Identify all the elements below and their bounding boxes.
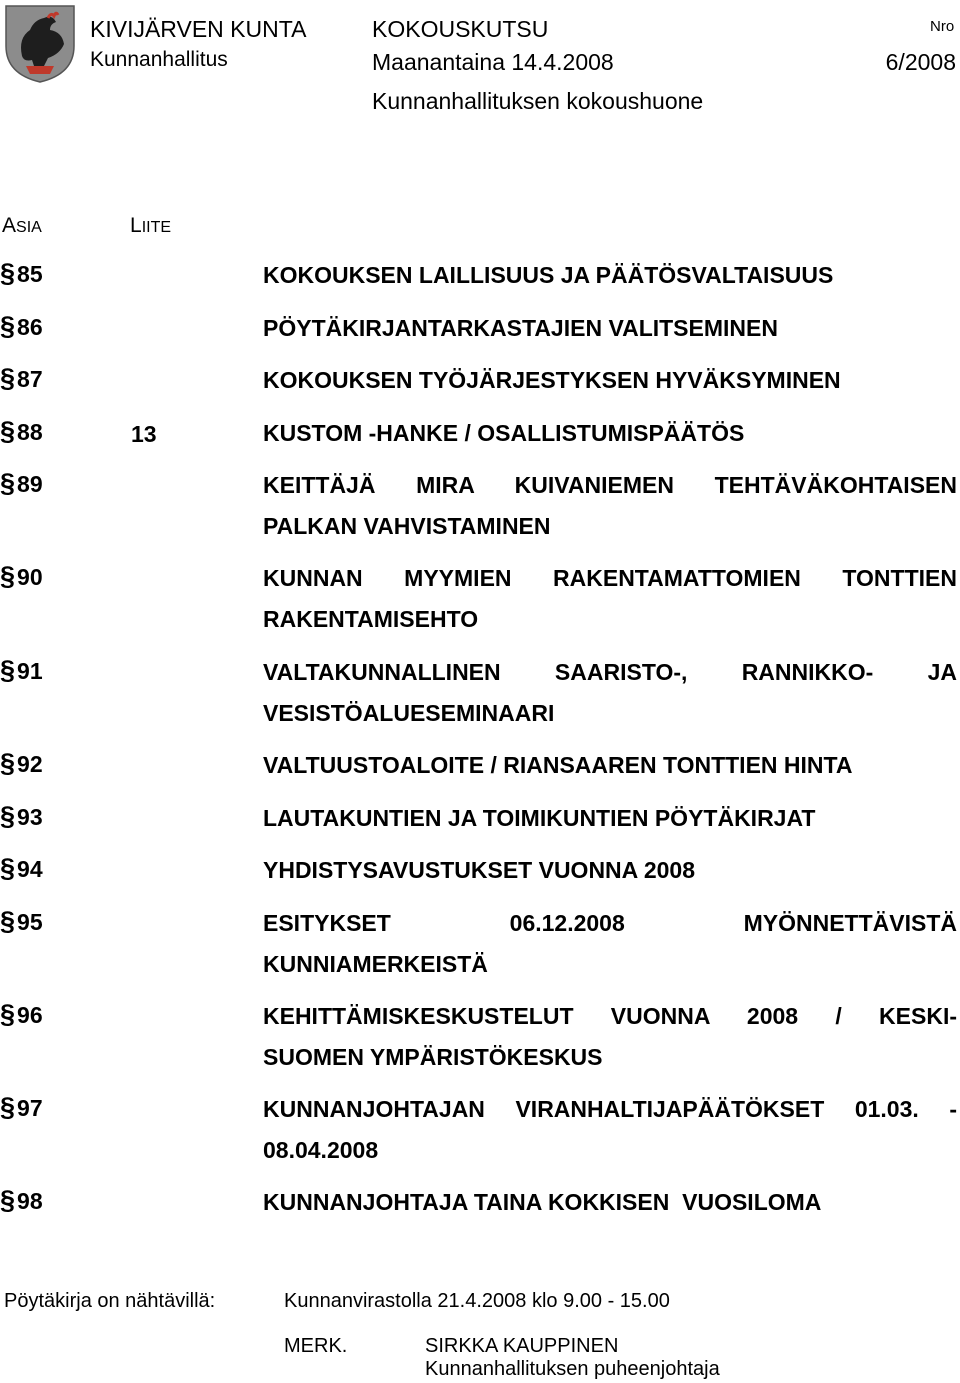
document-type: KOKOUSKUTSU xyxy=(372,16,549,42)
item-number: §90 xyxy=(0,561,43,591)
item-title: KUNNAN MYYMIEN RAKENTAMATTOMIEN TONTTIEN RAKENTAMISEHTO xyxy=(263,565,957,632)
item-number: §96 xyxy=(0,999,43,1029)
availability-location: Kunnanvirastolla 21.4.2008 klo 9.00 - 15.00 xyxy=(284,1290,670,1312)
signer-title: Kunnanhallituksen puheenjohtaja xyxy=(425,1358,720,1380)
item-number: §94 xyxy=(0,853,43,883)
number-label: Nro xyxy=(930,18,955,35)
meeting-number: 6/2008 xyxy=(885,49,956,75)
item-title: ESITYKSET 06.12.2008 MYÖNNETTÄVISTÄ KUNNIAMERKEISTÄ xyxy=(263,910,957,977)
attachment-number: 13 xyxy=(131,421,157,447)
item-title: LAUTAKUNTIEN JA TOIMIKUNTIEN PÖYTÄKIRJAT xyxy=(263,805,816,831)
item-number: §97 xyxy=(0,1092,43,1122)
item-number: §92 xyxy=(0,748,43,778)
item-title: VALTAKUNNALLINEN SAARISTO-, RANNIKKO- JA VESISTÖALUESEMINAARI xyxy=(263,659,957,726)
item-number: §89 xyxy=(0,468,43,498)
item-title: KOKOUKSEN TYÖJÄRJESTYKSEN HYVÄKSYMINEN xyxy=(263,367,841,393)
item-title: KUSTOM -HANKE / OSALLISTUMISPÄÄTÖS xyxy=(263,420,745,446)
item-number: §86 xyxy=(0,311,43,341)
item-title: KUNNANJOHTAJA TAINA KOKKISEN VUOSILOMA xyxy=(263,1189,822,1215)
municipal-crest-logo xyxy=(4,4,76,84)
item-title: KOKOUKSEN LAILLISUUS JA PÄÄTÖSVALTAISUUS xyxy=(263,262,834,288)
item-number: §87 xyxy=(0,363,43,393)
availability-label: Pöytäkirja on nähtävillä: xyxy=(4,1290,216,1312)
governing-body: Kunnanhallitus xyxy=(90,48,228,71)
merk-label: MERK. xyxy=(284,1335,348,1357)
meeting-place: Kunnanhallituksen kokoushuone xyxy=(372,88,704,114)
item-number: §85 xyxy=(0,258,43,288)
item-title: KUNNANJOHTAJAN VIRANHALTIJAPÄÄTÖKSET 01.03. - 08.04.2008 xyxy=(263,1096,957,1163)
item-title: KEITTÄJÄ MIRA KUIVANIEMEN TEHTÄVÄKOHTAISEN PALKAN VAHVISTAMINEN xyxy=(263,472,957,539)
column-header-liite: LIITE xyxy=(130,214,172,237)
item-title: KEHITTÄMISKESKUSTELUT VUONNA 2008 / KESKI- SUOMEN YMPÄRISTÖKESKUS xyxy=(263,1003,957,1070)
item-number: §95 xyxy=(0,906,43,936)
item-title: PÖYTÄKIRJANTARKASTAJIEN VALITSEMINEN xyxy=(263,315,778,341)
item-number: §88 xyxy=(0,416,43,446)
meeting-date: Maanantaina 14.4.2008 xyxy=(372,49,614,75)
item-title: YHDISTYSAVUSTUKSET VUONNA 2008 xyxy=(263,857,695,883)
item-title: VALTUUSTOALOITE / RIANSAAREN TONTTIEN HINTA xyxy=(263,752,853,778)
municipality-name: KIVIJÄRVEN KUNTA xyxy=(90,16,307,42)
column-header-asia: ASIA xyxy=(2,214,42,237)
item-number: §93 xyxy=(0,801,43,831)
item-number: §98 xyxy=(0,1185,43,1215)
signer-name: SIRKKA KAUPPINEN xyxy=(425,1335,619,1357)
item-number: §91 xyxy=(0,655,43,685)
